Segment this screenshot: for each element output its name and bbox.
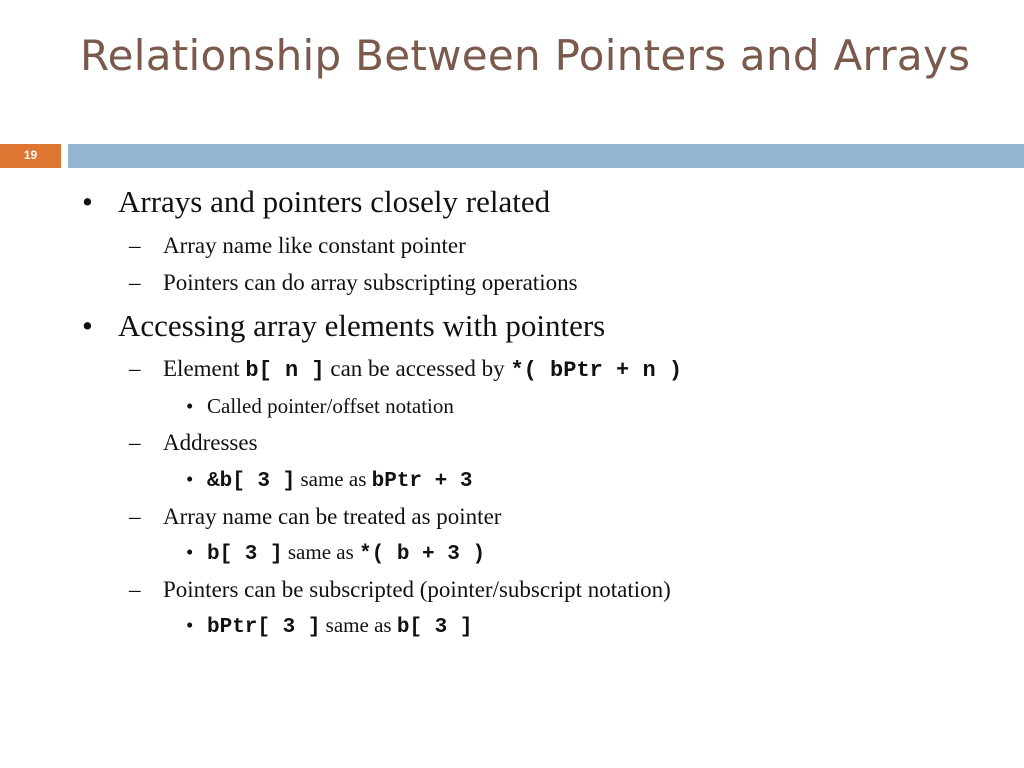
- bullet-marker: •: [186, 394, 194, 418]
- bullet-level3: [186, 394, 454, 419]
- bullet-text-middle: same as: [300, 467, 367, 491]
- code-snippet: bPtr[ 3 ]: [207, 616, 321, 639]
- bullet-marker: •: [82, 308, 93, 343]
- dash-marker: –: [129, 577, 141, 602]
- dash-marker: –: [129, 233, 141, 258]
- bullet-marker: •: [186, 467, 194, 491]
- code-snippet: *( bPtr + n ): [510, 358, 683, 383]
- bullet-level2: [129, 270, 578, 296]
- bullet-level3: [186, 540, 486, 566]
- bullet-text: Pointers can do array subscripting operations: [163, 270, 578, 295]
- bullet-text: Pointers can be subscripted (pointer/subscript notation): [163, 577, 671, 602]
- dash-marker: –: [129, 430, 141, 455]
- bullet-text-middle: can be accessed by: [330, 356, 505, 381]
- bullet-level3: [186, 467, 473, 493]
- bullet-level1: [82, 184, 551, 220]
- bullet-level2: [129, 356, 683, 383]
- dash-marker: –: [129, 270, 141, 295]
- bullet-text-middle: same as: [325, 613, 392, 637]
- code-snippet: bPtr + 3: [371, 470, 473, 493]
- dash-marker: –: [129, 504, 141, 529]
- slide-title: Relationship Between Pointers and Arrays: [80, 31, 971, 80]
- bullet-marker: •: [82, 184, 93, 219]
- code-snippet: *( b + 3 ): [359, 543, 486, 566]
- bullet-level2: [129, 430, 258, 456]
- title-divider-bar: [68, 144, 1024, 168]
- bullet-level1: [82, 308, 606, 344]
- bullet-text: Called pointer/offset notation: [207, 394, 454, 418]
- bullet-text: Accessing array elements with pointers: [118, 308, 606, 343]
- bullet-text: Array name can be treated as pointer: [163, 504, 502, 529]
- bullet-level2: [129, 504, 502, 530]
- bullet-text-middle: same as: [287, 540, 354, 564]
- bullet-text: Array name like constant pointer: [163, 233, 466, 258]
- dash-marker: –: [129, 356, 141, 381]
- bullet-marker: •: [186, 540, 194, 564]
- code-snippet: b[ 3 ]: [207, 543, 283, 566]
- code-snippet: b[ n ]: [245, 358, 325, 383]
- slide-number-badge: 19: [0, 144, 61, 168]
- code-snippet: b[ 3 ]: [396, 616, 473, 639]
- bullet-marker: •: [186, 613, 194, 637]
- bullet-text-prefix: Element: [163, 356, 240, 381]
- bullet-level3: [186, 613, 473, 639]
- bullet-level2: [129, 577, 671, 603]
- bullet-text: Arrays and pointers closely related: [118, 184, 551, 219]
- bullet-text: Addresses: [163, 430, 258, 455]
- code-snippet: &b[ 3 ]: [207, 470, 296, 493]
- bullet-level2: [129, 233, 466, 259]
